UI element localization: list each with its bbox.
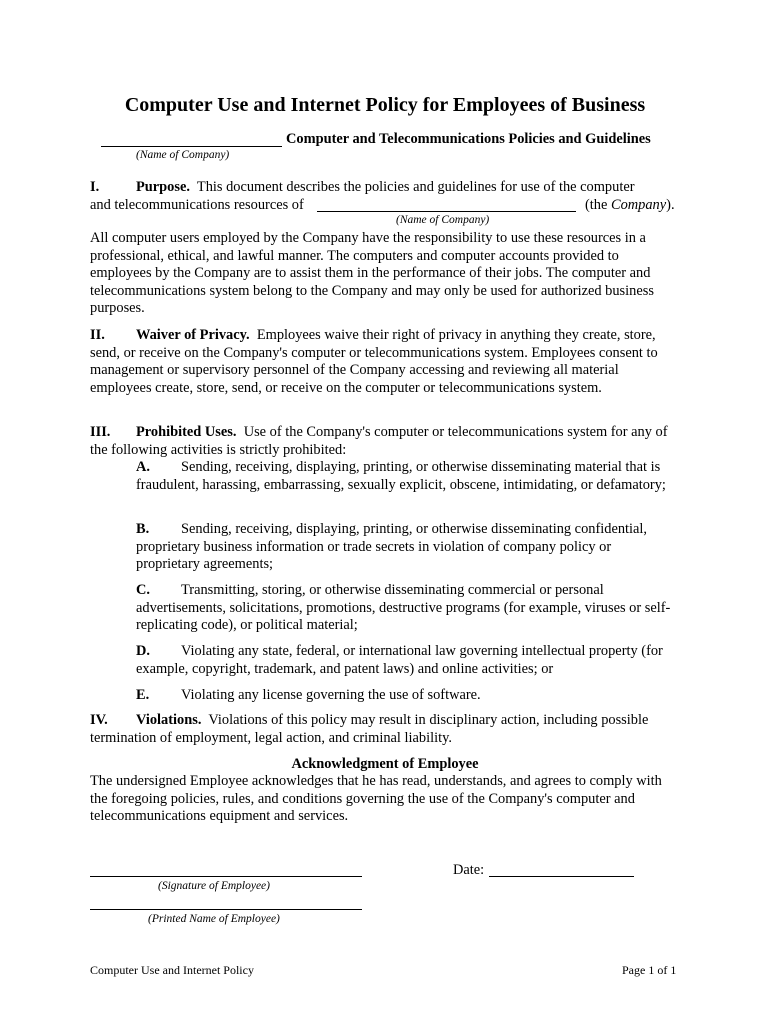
acknowledgment-heading: Acknowledgment of Employee [291, 756, 479, 772]
section-text: and telecommunications resources of [90, 197, 304, 213]
section-prohibited [90, 424, 682, 459]
prohibited-item [136, 459, 676, 494]
company-name-blank[interactable] [101, 146, 282, 147]
prohibited-item [136, 687, 676, 705]
item-text: Violating any state, federal, or international law governing intellectual property (for example, copyright, trademark, and patent laws) and online activities; or [136, 643, 663, 677]
section-purpose-line1 [90, 179, 635, 197]
item-label: D. [136, 643, 150, 659]
signature-caption: (Signature of Employee) [158, 880, 270, 892]
footer-title: Computer Use and Internet Policy [90, 963, 254, 977]
page-number: Page 1 of 1 [622, 963, 677, 977]
section-heading: Violations. [136, 712, 202, 728]
prohibited-item [136, 521, 676, 574]
company-name-caption: (Name of Company) [136, 149, 230, 161]
date-label: Date: [453, 862, 485, 878]
acknowledgment-body: The undersigned Employee acknowledges that he has read, understands, and agrees to comply with the foregoing policies, rules, and conditions governing the use of the Company's computer and telecommunications equipment and services. [90, 773, 662, 825]
signature-line[interactable] [90, 876, 362, 877]
company-ref-close: ). [666, 197, 675, 213]
company-ref-open: (the [585, 197, 608, 213]
purpose-company-blank[interactable] [317, 211, 576, 212]
purpose-company-caption: (Name of Company) [396, 214, 490, 226]
section-text: Employees waive their right of privacy in anything they create, store, send, or receive on the Company's computer or telecommunications system. Employees consent to management or supervisory personnel of the Company accessing and reviewing all material employees create, store, send, or receive on the computer or telecommunications system. [90, 327, 658, 396]
item-text: Sending, receiving, displaying, printing, or otherwise disseminating confidential, proprietary business information or trade secrets in violation of company policy or proprietary agreements; [136, 521, 648, 573]
item-text: Sending, receiving, displaying, printing, or otherwise disseminating material that is fraudulent, harassing, embarrassing, sexually explicit, obscene, intimidating, or defamatory; [136, 459, 666, 493]
section-number: III. [90, 424, 111, 440]
section-number: II. [90, 327, 105, 343]
document-subtitle: Computer and Telecommunications Policies and Guidelines [286, 131, 651, 147]
item-label: B. [136, 521, 150, 537]
section-heading: Waiver of Privacy. [136, 327, 250, 343]
section-purpose-body: All computer users employed by the Company have the responsibility to use these resources in a professional, ethical, and lawful manner. The computers and computer accounts provided to employees by the Company are to assist them in the performance of their jobs. The computer and telecommunications system belong to the Company and may only be used for authorized business purposes. [90, 230, 654, 317]
printed-name-caption: (Printed Name of Employee) [148, 913, 280, 925]
section-text: Violations of this policy may result in disciplinary action, including possible termination of employment, legal action, and criminal liability. [90, 712, 649, 746]
item-label: E. [136, 687, 150, 703]
section-privacy [90, 327, 682, 397]
section-heading: Purpose. [136, 179, 190, 195]
section-heading: Prohibited Uses. [136, 424, 237, 440]
item-label: A. [136, 459, 150, 475]
document-title: Computer Use and Internet Policy for Employees of Business [124, 94, 646, 116]
prohibited-item [136, 582, 676, 635]
purpose-company-ref [585, 197, 675, 215]
section-text: Use of the Company's computer or telecommunications system for any of the following activities is strictly prohibited: [90, 424, 668, 458]
section-purpose-line2 [90, 197, 304, 215]
section-violations [90, 712, 682, 747]
section-number: I. [90, 179, 100, 195]
item-label: C. [136, 582, 150, 598]
company-ref-word: Company [610, 197, 667, 213]
date-line[interactable] [489, 876, 634, 877]
item-text: Transmitting, storing, or otherwise disseminating commercial or personal advertisements, solicitations, promotions, destructive programs (for example, viruses or self-replicating code), or political material; [136, 582, 671, 634]
item-text: Violating any license governing the use of software. [181, 687, 481, 703]
prohibited-item [136, 643, 676, 678]
section-text: This document describes the policies and guidelines for use of the computer [196, 179, 635, 195]
printed-name-line[interactable] [90, 909, 362, 910]
section-number: IV. [90, 712, 108, 728]
